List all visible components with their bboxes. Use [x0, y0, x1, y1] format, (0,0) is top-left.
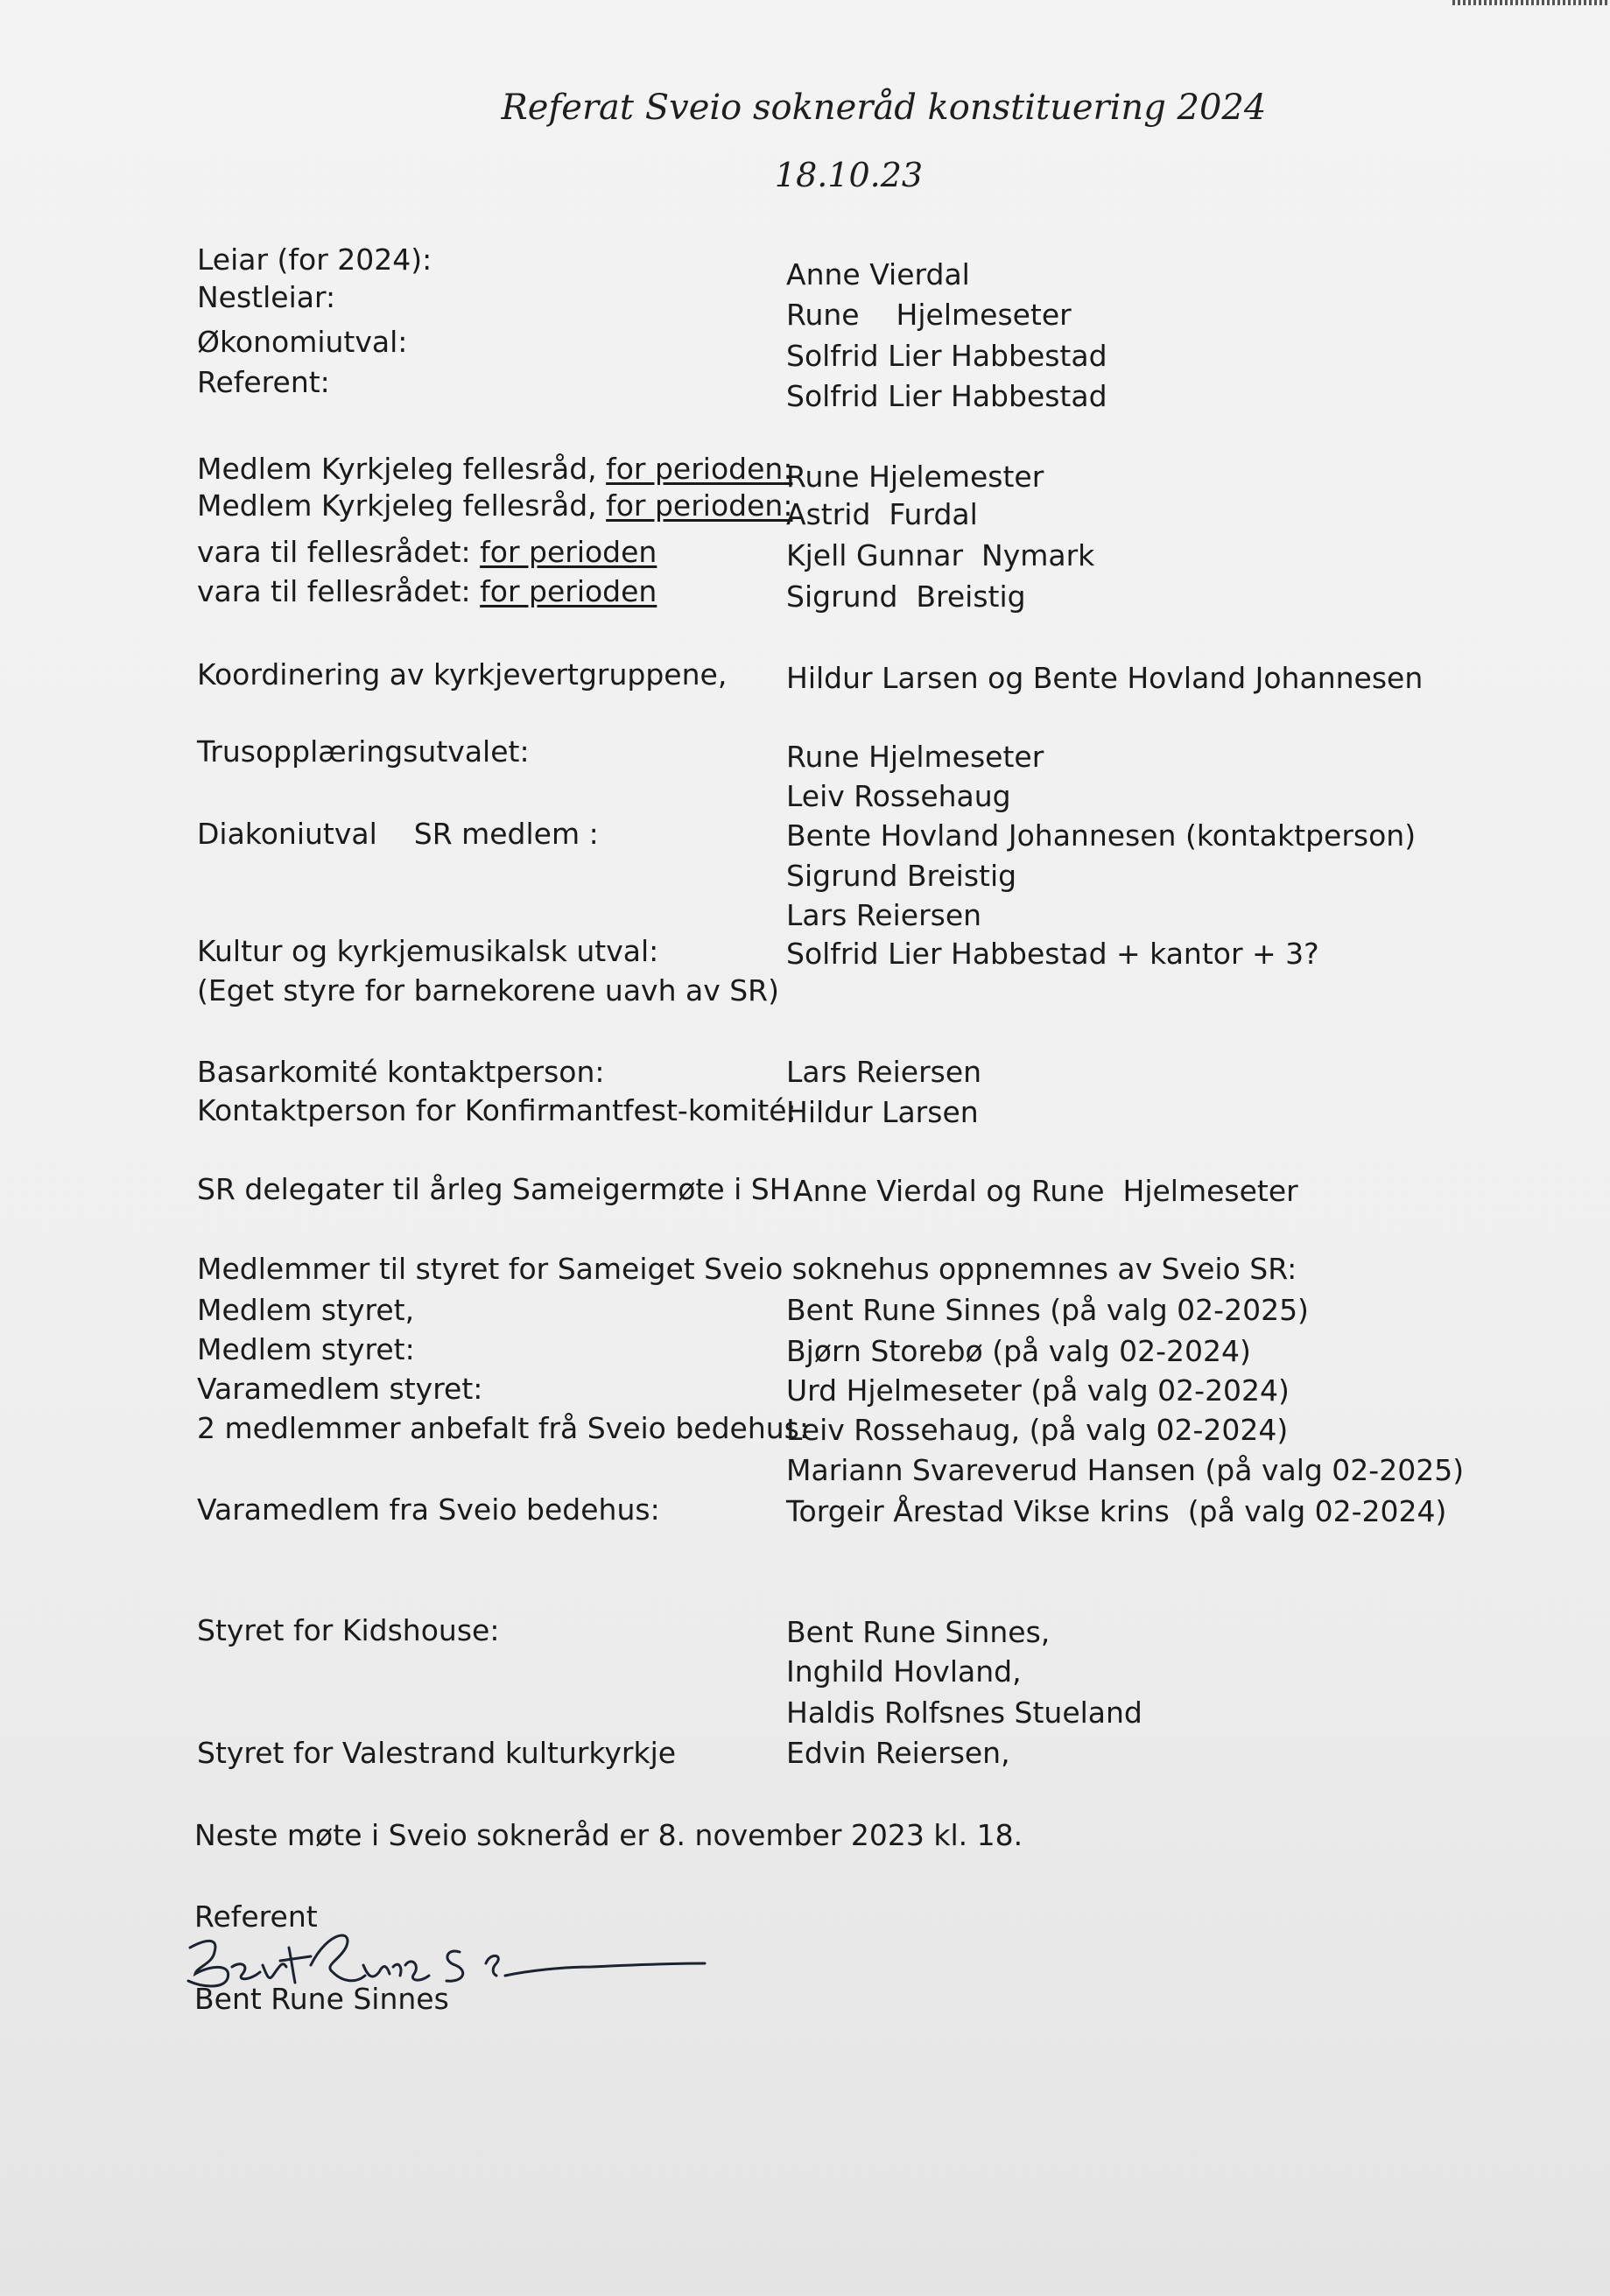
document-date: 18.10.23 — [774, 156, 924, 194]
next-meeting: Neste møte i Sveio sokneråd er 8. november 2023 kl. 18. — [194, 1818, 1023, 1852]
signature-name: Bent Rune Sinnes — [194, 1982, 449, 2016]
sameiget-heading: Medlemmer til styret for Sameiget Sveio soknehus oppnemnes av Sveio SR: — [197, 1252, 1297, 1286]
label-referent: Referent: — [197, 365, 330, 399]
label-basarkomite: Basarkomité kontaktperson: — [197, 1055, 605, 1089]
label-underlined: for perioden: — [606, 488, 793, 523]
label-underlined: for perioden — [480, 574, 657, 608]
value-okonomiutval: Solfrid Lier Habbestad — [786, 339, 1107, 373]
label-konfirmantfest: Kontaktperson for Konfirmantfest-komité: — [197, 1093, 797, 1127]
value-bedehus-2: Mariann Svareverud Hansen (på valg 02-2025) — [786, 1453, 1465, 1487]
label-underlined: for perioden: — [606, 452, 793, 486]
label-kidshouse: Styret for Kidshouse: — [197, 1613, 500, 1647]
label-valestrand: Styret for Valestrand kulturkyrkje — [197, 1736, 677, 1770]
label-vara-fellesrad-1 — [197, 535, 657, 569]
value-konfirmantfest: Hildur Larsen — [786, 1095, 979, 1129]
value-delegater: Anne Vierdal og Rune Hjelmeseter — [793, 1174, 1298, 1208]
label-prefix: Medlem Kyrkjeleg fellesråd, — [197, 452, 607, 486]
label-prefix: vara til fellesrådet: — [197, 574, 481, 608]
value-medlem-styret-1: Bent Rune Sinnes (på valg 02-2025) — [786, 1293, 1309, 1327]
label-okonomiutval: Økonomiutval: — [197, 325, 408, 359]
label-medlem-styret-1: Medlem styret, — [197, 1293, 415, 1327]
value-leiar: Anne Vierdal — [786, 257, 970, 291]
value-diakoni-3: Lars Reiersen — [786, 898, 982, 932]
label-medlem-styret-2: Medlem styret: — [197, 1332, 415, 1366]
value-referent: Solfrid Lier Habbestad — [786, 379, 1107, 413]
label-kultur: Kultur og kyrkjemusikalsk utval: — [197, 934, 659, 968]
label-vara-fellesrad-2 — [197, 574, 657, 608]
label-kultur-note: (Eget styre for barnekorene uavh av SR) — [197, 973, 779, 1008]
value-kidshouse-1: Bent Rune Sinnes, — [786, 1615, 1051, 1649]
label-bedehus: 2 medlemmer anbefalt frå Sveio bedehus: — [197, 1411, 809, 1445]
value-diakoni-2: Sigrund Breistig — [786, 859, 1017, 893]
value-vara-fellesrad-2: Sigrund Breistig — [786, 579, 1026, 614]
value-trusopplaering-2: Leiv Rossehaug — [786, 779, 1011, 813]
label-delegater: SR delegater til årleg Sameigermøte i SH — [197, 1172, 791, 1206]
value-diakoni-1: Bente Hovland Johannesen (kontaktperson) — [786, 818, 1417, 853]
value-koordinering: Hildur Larsen og Bente Hovland Johannesen — [786, 661, 1424, 695]
value-kidshouse-2: Inghild Hovland, — [786, 1654, 1022, 1689]
value-kidshouse-3: Haldis Rolfsnes Stueland — [786, 1696, 1142, 1730]
label-leiar: Leiar (for 2024): — [197, 242, 432, 277]
value-trusopplaering-1: Rune Hjelmeseter — [786, 740, 1044, 774]
label-prefix: Medlem Kyrkjeleg fellesråd, — [197, 488, 607, 523]
label-medlem-fellesrad-1 — [197, 452, 793, 486]
label-varamedlem-bedehus: Varamedlem fra Sveio bedehus: — [197, 1492, 660, 1527]
label-underlined: for perioden — [480, 535, 657, 569]
value-varamedlem-styret: Urd Hjelmeseter (på valg 02-2024) — [786, 1373, 1290, 1408]
label-koordinering: Koordinering av kyrkjevertgruppene, — [197, 657, 728, 692]
value-medlem-styret-2: Bjørn Storebø (på valg 02-2024) — [786, 1334, 1251, 1368]
value-medlem-fellesrad-1: Rune Hjelemester — [786, 460, 1044, 494]
label-varamedlem-styret: Varamedlem styret: — [197, 1372, 483, 1406]
value-varamedlem-bedehus: Torgeir Årestad Vikse krins (på valg 02-2024) — [786, 1494, 1447, 1528]
value-bedehus-1: Leiv Rossehaug, (på valg 02-2024) — [786, 1413, 1289, 1447]
value-basarkomite: Lars Reiersen — [786, 1055, 982, 1089]
label-diakoniutval: Diakoniutval SR medlem : — [197, 817, 599, 851]
value-vara-fellesrad-1: Kjell Gunnar Nymark — [786, 538, 1095, 572]
label-trusopplaering: Trusopplæringsutvalet: — [197, 734, 530, 769]
value-valestrand: Edvin Reiersen, — [786, 1736, 1010, 1770]
value-kultur: Solfrid Lier Habbestad + kantor + 3? — [786, 937, 1319, 971]
document-title: Referat Sveio sokneråd konstituering 2024 — [501, 88, 1267, 128]
scan-edge-mark — [1452, 0, 1610, 5]
signature-label: Referent — [194, 1899, 318, 1934]
value-nestleiar: Rune Hjelmeseter — [786, 298, 1072, 332]
label-nestleiar: Nestleiar: — [197, 280, 336, 314]
value-medlem-fellesrad-2: Astrid Furdal — [786, 497, 978, 531]
label-prefix: vara til fellesrådet: — [197, 535, 481, 569]
label-medlem-fellesrad-2 — [197, 488, 793, 523]
